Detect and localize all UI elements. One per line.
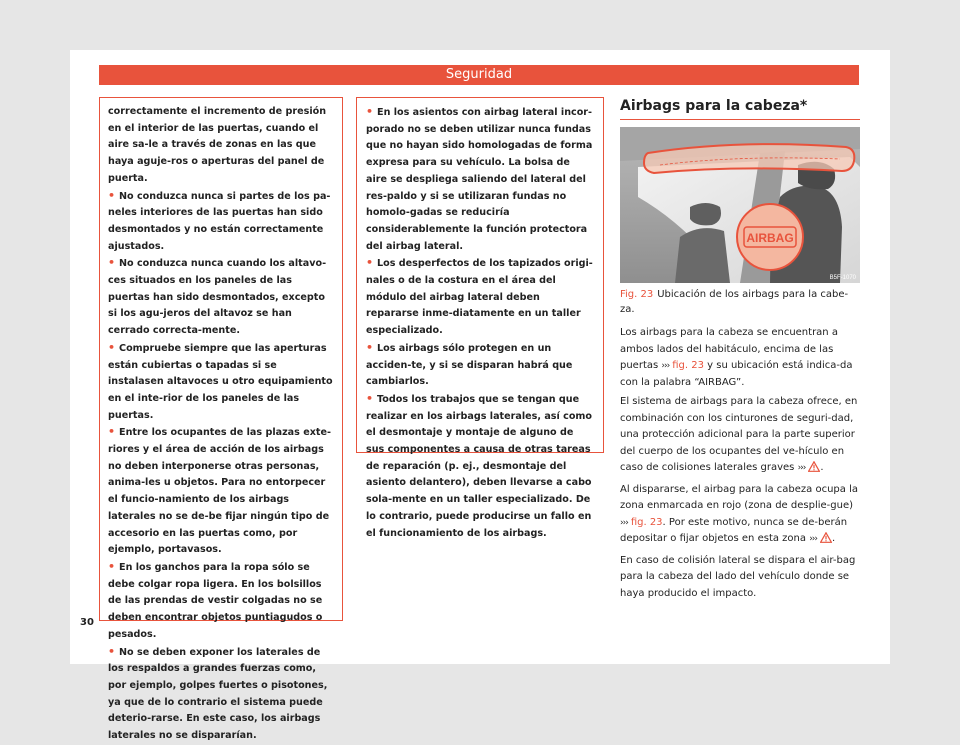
bullet-icon: • bbox=[108, 188, 116, 202]
warning-text-column-1 bbox=[108, 104, 333, 745]
warning-box-continued bbox=[99, 97, 343, 742]
airbag-zone bbox=[644, 144, 854, 173]
figure-link[interactable]: fig. 23 bbox=[630, 516, 663, 528]
page-number: 30 bbox=[80, 617, 94, 628]
paragraph-1: Los airbags para la cabeza se encuentran a ambos lados del habitáculo, encima de las puertas ››› fig. 23 y su ubicación está indica-da con la palabra “AIRBAG”. bbox=[620, 327, 853, 388]
bullet-icon: • bbox=[108, 559, 116, 573]
figure-link[interactable]: fig. 23 bbox=[672, 360, 704, 371]
section-header: Seguridad bbox=[99, 65, 859, 85]
car-interior-illustration bbox=[620, 127, 860, 283]
figure-code: B5F-1070 bbox=[829, 275, 856, 281]
section-title: Airbags para la cabeza* bbox=[620, 98, 808, 114]
warning-triangle-icon[interactable] bbox=[820, 532, 832, 550]
bullet-icon: • bbox=[366, 256, 374, 270]
warning-triangle-icon[interactable] bbox=[808, 461, 820, 479]
bullet-icon: • bbox=[108, 425, 116, 439]
reference-arrows-icon: ››› bbox=[661, 361, 670, 371]
airbag-badge-text: AIRBAG bbox=[746, 231, 794, 245]
warning-item: • En los ganchos para la ropa sólo se debe colgar ropa ligera. En los bolsillos de las prendas de vestir colgadas no se deben encontrar objetos puntiagudos o pesados. bbox=[108, 559, 323, 640]
bullet-icon: • bbox=[108, 644, 116, 658]
reference-arrows-icon: ››› bbox=[809, 534, 818, 544]
warning-item: • No conduzca nunca cuando los altavo-ces situados en los paneles de las puertas han sido desmontados, excepto si los agu-jeros del altavoz se han cerrado correcta-mente. bbox=[108, 256, 327, 337]
bullet-icon: • bbox=[366, 391, 374, 405]
bullet-icon: • bbox=[366, 340, 374, 354]
warning-item: • Compruebe siempre que las aperturas están cubiertas o tapadas si se instalasen altavoces u otro equipamiento en el inte-rior de los paneles de las puertas. bbox=[108, 340, 333, 421]
title-rule bbox=[620, 119, 860, 120]
figure-caption bbox=[620, 287, 860, 317]
figure-caption-text: Ubicación de los airbags para la cabe-za. bbox=[620, 289, 849, 315]
body-text bbox=[620, 325, 860, 605]
paragraph-4: En caso de colisión lateral se dispara el air-bag para la cabeza del lado del vehículo donde se haya producido el impacto. bbox=[620, 554, 856, 599]
warning-item: • Los desperfectos de los tapizados origi-nales o de la costura en el área del módulo del airbag lateral deben repararse inme-diatamente en un taller especializado. bbox=[366, 256, 593, 337]
reference-arrows-icon: ››› bbox=[620, 517, 628, 528]
bullet-icon: • bbox=[366, 105, 374, 118]
warning-item: • No conduzca nunca si partes de los pa-neles interiores de las puertas han sido desmontados y no están correctamente ajustados. bbox=[108, 188, 331, 252]
warning-item: • Todos los trabajos que se tengan que realizar en los airbags laterales, así como el desmontaje y montaje de alguno de sus componentes a causa de otras tareas de reparación (p. ej., desmontaje del asiento delantero), deben llevarse a cabo sola-mente en un taller especializado. De lo contrario, puede producirse un fallo en el funcionamiento de los airbags. bbox=[366, 391, 593, 539]
warning-item: correctamente el incremento de presión en el interior de las puertas, cuando el aire sa-le a través de zonas en las que haya aguje-ros o aperturas del panel de puerta. bbox=[108, 106, 327, 184]
warning-item: • Entre los ocupantes de las plazas exte-riores y el área de acción de los airbags no deben interponerse otras personas, anima-les u objetos. Para no entorpecer el funcio-namiento de los airbags laterales no se de-be fijar ningún tipo de accesorio en las puertas como, por ejemplo, portavasos. bbox=[108, 425, 331, 556]
warning-box-side-airbag bbox=[356, 97, 604, 539]
figure-caption-label: Fig. 23 bbox=[620, 289, 654, 300]
paragraph-3: Al dispararse, el airbag para la cabeza ocupa la zona enmarcada en rojo (zona de desplie-gue) ››› fig. 23. Por este motivo, nunca se de-berán depositar o fijar objetos en esta zona ››› . bbox=[620, 482, 860, 550]
warning-text-column-2 bbox=[366, 104, 594, 542]
figure-head-airbag bbox=[620, 127, 860, 283]
warning-item: • En los asientos con airbag lateral incor-porado no se deben utilizar nunca fundas que no hayan sido homologadas de forma expresa para su vehículo. La bolsa de aire se despliega saliendo del lateral del res-paldo y si se utilizaran fundas no homolo-gadas se reduciría considerablemente la función protectora del airbag lateral. bbox=[366, 105, 593, 252]
bullet-icon: • bbox=[108, 340, 116, 354]
paragraph-2: El sistema de airbags para la cabeza ofrece, en combinación con los cinturones de seguri-dad, una protección adicional para la parte superior del cuerpo de los ocupantes del ve-hículo en caso de colisiones laterales graves ››› . bbox=[620, 394, 860, 479]
warning-item: • No se deben exponer los laterales de los respaldos a grandes fuerzas como, por ejemplo, golpes fuertes o pisotones, ya que de lo contrario el sistema puede deterio-rarse. En este caso, los airbags laterales no se dispararían. bbox=[108, 644, 328, 742]
warning-item: • Los airbags sólo protegen en un acciden-te, y si se disparan habrá que cambiarlos. bbox=[366, 340, 573, 388]
reference-arrows-icon: ››› bbox=[797, 463, 806, 473]
bullet-icon: • bbox=[108, 256, 116, 270]
